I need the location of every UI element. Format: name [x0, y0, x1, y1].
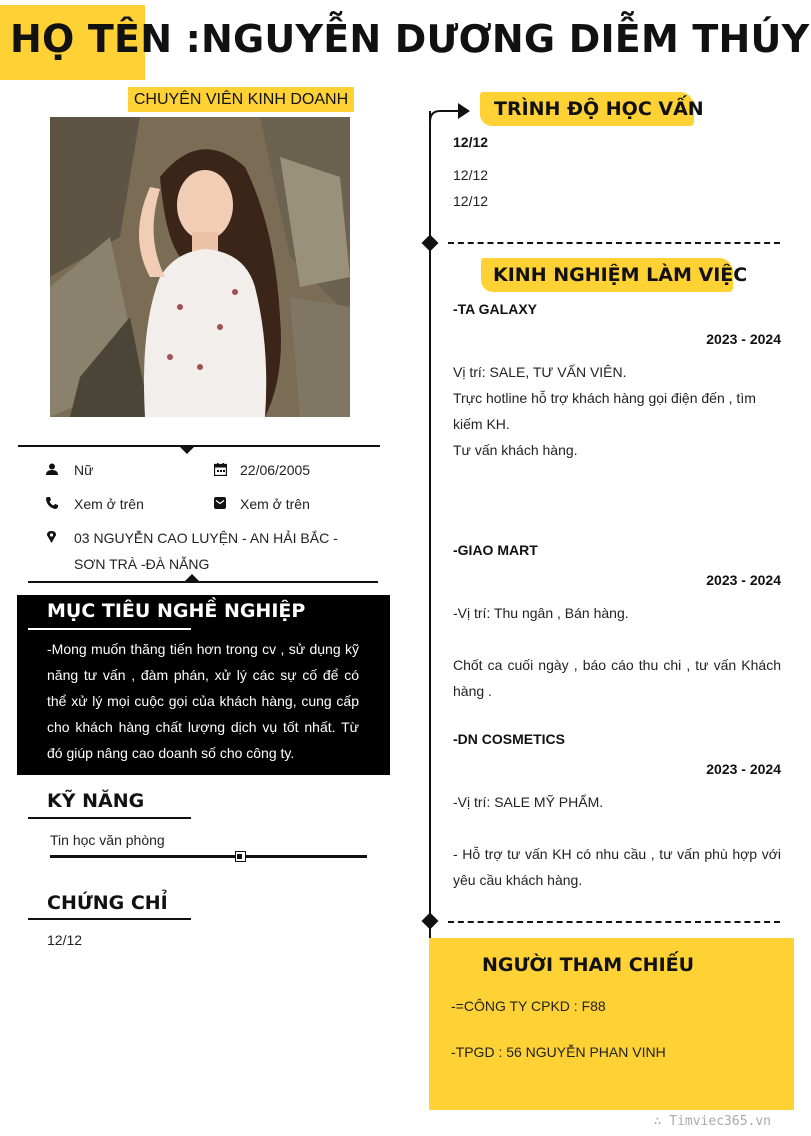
education-line: 12/12 [453, 167, 489, 183]
job-period: 2023 - 2024 [706, 572, 781, 588]
references-title: NGƯỜI THAM CHIẾU [482, 954, 695, 976]
skill-level-marker [235, 851, 246, 862]
address-line1: 03 NGUYỄN CAO LUYỆN - AN HẢI BẮC - [74, 530, 338, 546]
job-line: -Vị trí: Thu ngân , Bán hàng. [453, 605, 629, 621]
job-title: CHUYÊN VIÊN KINH DOANH [128, 87, 354, 112]
job-company: -TA GALAXY [453, 301, 537, 317]
reference-line: -TPGD : 56 NGUYỄN PHAN VINH [451, 1044, 666, 1060]
page-title: HỌ TÊN :NGUYỄN DƯƠNG DIỄM THÚY [10, 17, 810, 61]
calendar-icon [212, 461, 228, 477]
skills-title: KỸ NĂNG [47, 790, 145, 812]
map-marker-icon [43, 529, 59, 545]
watermark: ∴ Timviec365.vn [653, 1114, 771, 1129]
certificates-underline [28, 918, 191, 920]
job-line: -Vị trí: SALE MỸ PHẨM. [453, 794, 604, 810]
watermark-dots-icon: ∴ [653, 1114, 670, 1129]
section-separator [448, 921, 780, 923]
job-line: Vị trí: SALE, TƯ VẤN VIÊN. [453, 364, 627, 380]
reference-line: -=CÔNG TY CPKD : F88 [451, 998, 606, 1014]
objective-title: MỤC TIÊU NGHỀ NGHIỆP [47, 600, 306, 622]
phone-icon [44, 495, 60, 511]
skill-name: Tin học văn phòng [50, 832, 165, 848]
user-icon [44, 461, 60, 477]
education-heading: 12/12 [453, 134, 489, 150]
job-period: 2023 - 2024 [706, 761, 781, 777]
phone-value: Xem ở trên [74, 496, 144, 512]
job-line: - Hỗ trợ tư vấn KH có nhu cầu , tư vấn phù hợp với yêu cầu khách hàng. [453, 846, 781, 888]
education-line: 12/12 [453, 193, 489, 209]
job-line: Trực hotline hỗ trợ khách hàng gọi điện đến , tìm kiếm KH. [453, 390, 756, 432]
email-value: Xem ở trên [240, 496, 310, 512]
skills-underline [28, 817, 191, 819]
skill-bar [50, 855, 367, 858]
divider-arrow-down [179, 446, 195, 454]
experience-title: KINH NGHIỆM LÀM VIỆC [493, 264, 748, 286]
address-line2: SƠN TRÀ -ĐÀ NẴNG [74, 556, 210, 572]
profile-photo [50, 117, 350, 417]
certificates-title: CHỨNG CHỈ [47, 892, 168, 914]
section-separator [448, 242, 780, 244]
envelope-icon [212, 495, 228, 511]
job-line: Chốt ca cuối ngày , báo cáo thu chi , tư vấn Khách hàng . [453, 657, 781, 699]
certificate-item: 12/12 [47, 932, 83, 948]
objective-underline [28, 628, 191, 630]
job-company: -DN COSMETICS [453, 731, 565, 747]
objective-text: -Mong muốn thăng tiến hơn trong cv , sử dụng kỹ năng tư vấn , đàm phán, xử lý các sự cố để có thể xử lý mọi cuộc gọi của khách hàng, cung cấp cho khách hàng chất lượng dịch vụ tốt nhất. Từ đó giúp nâng cao doanh số cho công ty. [47, 641, 359, 761]
job-line: Tư vấn khách hàng. [453, 442, 578, 458]
education-title: TRÌNH ĐỘ HỌC VẤN [494, 98, 704, 120]
divider-top [18, 445, 380, 447]
birthdate-value: 22/06/2005 [240, 462, 311, 478]
job-company: -GIAO MART [453, 542, 538, 558]
gender-value: Nữ [74, 462, 94, 478]
job-period: 2023 - 2024 [706, 331, 781, 347]
divider-bottom [28, 581, 378, 583]
